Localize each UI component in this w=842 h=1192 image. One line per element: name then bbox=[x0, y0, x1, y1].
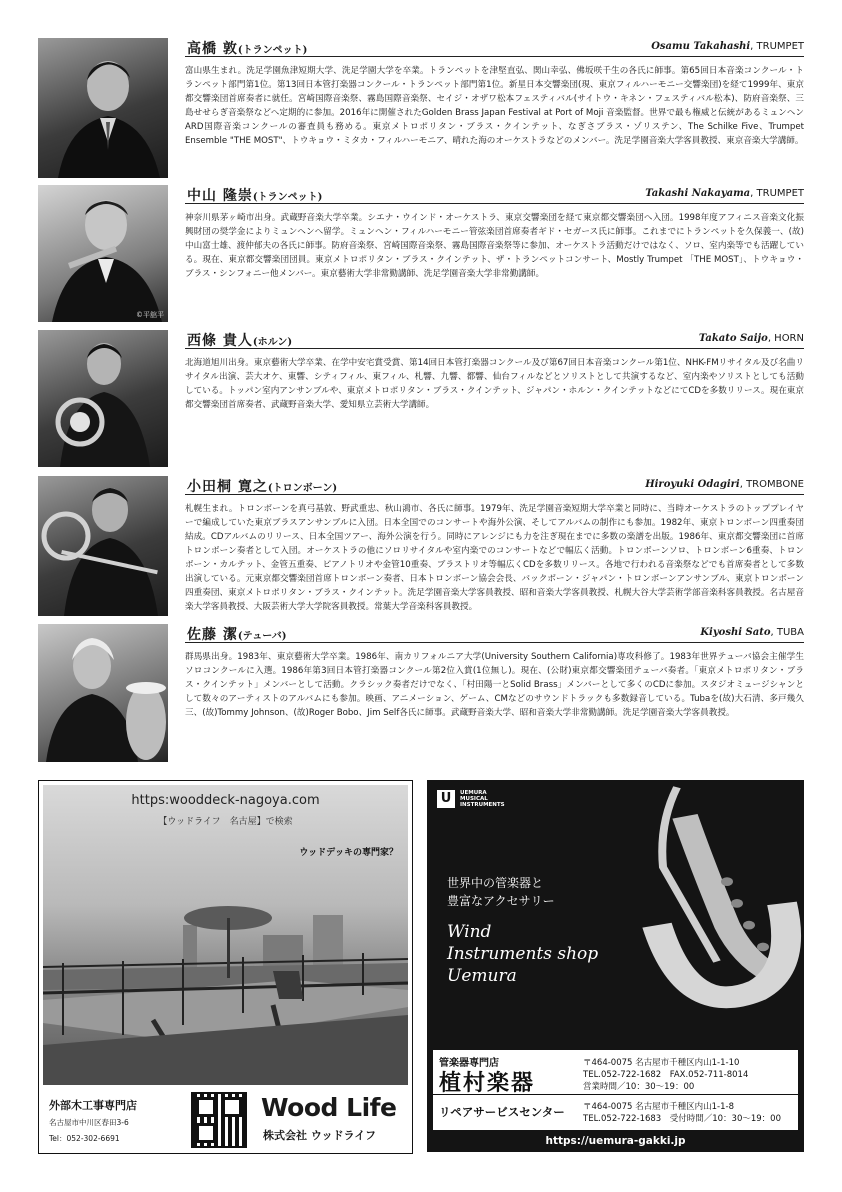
bio-text: 札幌生まれ。トロンボーンを真弓基敦、野武重忠、秋山鴻市、各氏に師事。1979年、洗足学園音楽短期大学卒業と同時に、当時オーケストラのトッププレイヤーで編成していた東京ブラスアンサンブルに入団。日本全国でのコンサートや海外公演、そしてアルバムの制作にも参加。1982年、東京トロンボーン四重奏団結成。CDアルバムのリリース、日本全国ツアー、海外公演を行う。同時にアレンジにも力を注ぎ現在までに多数の楽譜を出版。1986年、東京都交響楽団に首席トロンボーン奏者として入団。オーケストラの他にソロリサイタルや室内楽でのコンサートなどで幅広く活動。トロンボーンソロ、トロンボーン6重奏、トロンボーン・カルテット、金管五重奏、ピアノトリオや金管10重奏、ブラストリオ等幅広くCDを多数リリース。各地で行われる音楽祭などでも首席奏者として多数出演している。元東京都交響楽団首席トロンボーン奏者、日本トロンボーン協会会長、バックボーン・ジャパン・トロンボーンアンサンブル、東京トロンボーン四重奏団、東京メトロポリタン・ブラス・クインテット。洗足学園音楽大学客員教授、昭和音楽大学客員教授、札幌大谷大学芸術学部音楽科客員教授。名古屋音楽大学客員教授、大阪芸術大学大学院客員教授。常葉大学音楽科客員教授。 bbox=[185, 504, 804, 612]
bio-text: 富山県生まれ。洗足学園魚津短期大学、洗足学園大学を卒業。トランペットを津堅直弘、関山幸弘、佛坂咲千生の各氏に師事。第65回日本音楽コンクール・トランペット部門第1位。第13回日本管打楽器コンクール・トランペット部門第1位。新星日本交響楽団(現、東京フィルハーモニー交響楽団)を経て1999年、東京都交響楽団首席奏者に就任。宮崎国際音楽祭、霧島国際音楽祭、セイジ・オザワ松本フェスティバル(サイトウ・キネン・フェスティバル松本)、防府音楽祭、三島せせらぎ音楽祭などへ定期的に参加。2016年に開催されたGolden Brass Japan Festival at Port of Moji 音楽監督。世界で最も権威と伝統があるミュンヘンARD国際音楽コンクールの審査員も務める。東京メトロポリタン・ブラス・クインテット、なぎさブラス・ゾリステン、The Schilke Five、Trumpet Ensemble "THE MOST"、トウキョウ・ミタカ・フィルハーモニア、晴れた海のオーケストラなどのメンバー。洗足学園音楽大学客員教授、東京音楽大学講師。 bbox=[185, 66, 804, 146]
ad-wood-company: 株式会社 ウッドライフ bbox=[263, 1129, 376, 1142]
photo-credit: ©平舘平 bbox=[136, 311, 164, 319]
portrait-photo bbox=[38, 38, 168, 178]
uemura-copy-2: 豊富なアクセサリー bbox=[447, 894, 555, 908]
name-row bbox=[185, 330, 804, 349]
uemura-hours-1: 営業時間／10：30〜19：00 bbox=[583, 1082, 695, 1092]
en-name: Takato Saijo, HORN bbox=[698, 333, 804, 344]
ad-wood-photo bbox=[43, 785, 408, 1085]
ad-wood-shop-type: 外部木工事専門店 bbox=[49, 1099, 137, 1112]
uemura-en-3: Uemura bbox=[447, 966, 517, 986]
portrait-photo bbox=[38, 624, 168, 762]
ad-wood-url[interactable]: https:wooddeck-nagoya.com bbox=[131, 793, 320, 808]
ad-wood-footer bbox=[39, 1089, 412, 1153]
saxophone-illustration bbox=[427, 780, 804, 1050]
ad-wood-catch: ウッドデッキの専門家？ bbox=[299, 848, 398, 858]
en-instrument: , TRUMPET bbox=[750, 188, 804, 199]
ad-uemura[interactable] bbox=[427, 780, 804, 1152]
jp-instrument: (テューバ) bbox=[237, 631, 287, 642]
name-row bbox=[185, 476, 804, 495]
en-instrument: , TRUMPET bbox=[750, 41, 804, 52]
en-name: Takashi Nakayama, TRUMPET bbox=[645, 188, 804, 199]
name-row bbox=[185, 624, 804, 643]
jp-instrument: (トロンボーン) bbox=[267, 483, 338, 494]
name-row bbox=[185, 38, 804, 57]
jp-name: 西條 貴人(ホルン) bbox=[187, 333, 293, 349]
en-instrument: , TUBA bbox=[770, 627, 804, 638]
uemura-shop-panel bbox=[433, 1050, 798, 1130]
portrait-photo bbox=[38, 330, 168, 467]
en-name: Hiroyuki Odagiri, TROMBONE bbox=[645, 479, 804, 490]
en-name: Kiyoshi Sato, TUBA bbox=[700, 627, 804, 638]
profile-odagiri bbox=[38, 476, 804, 616]
jp-name: 高橋 敦(トランペット) bbox=[187, 41, 308, 57]
ad-wood-life[interactable] bbox=[38, 780, 413, 1154]
jp-name: 小田桐 寛之(トロンボーン) bbox=[187, 479, 338, 495]
en-instrument: , TROMBONE bbox=[739, 479, 804, 490]
bio-text: 神奈川県茅ヶ崎市出身。武蔵野音楽大学卒業。シエナ・ウインド・オーケストラ、東京交響楽団を経て東京都交響楽団へ入団。1998年度アフィニス音楽文化振興財団の奨学金によりミュンヘンへ留学。ミュンヘン・フィルハーモニー管弦楽団首席奏者ギド・セガース氏に師事。これまでにトランペットを久保義一、(故)中山富士雄、渡仲郁夫の各氏に師事。防府音楽祭、宮崎国際音楽祭、霧島国際音楽祭等に参加、オーケストラ活動だけではなく、ソロ、室内楽等でも活躍している。現在、東京都交響楽団団員。東京メトロポリタン・ブラス・クインテット、ザ・トランペットコンサート、Mostly Trumpet 「THE MOST」、トウキョウ・ブラス・シンフォニー他メンバー。東京藝術大学非常勤講師、洗足学園音楽大学非常勤講師。 bbox=[185, 213, 804, 279]
profile-takahashi bbox=[38, 38, 804, 178]
en-instrument: , HORN bbox=[767, 333, 804, 344]
uemura-address-1: 〒464-0075 名古屋市千種区内山1-1-10 bbox=[583, 1058, 740, 1068]
jp-instrument: (トランペット) bbox=[252, 192, 323, 203]
en-name: Osamu Takahashi, TRUMPET bbox=[651, 41, 804, 52]
bio-text: 北海道旭川出身。東京藝術大学卒業、在学中安宅賞受賞、第14回日本管打楽器コンクール及び第67回日本音楽コンクール第1位、NHK-FMリサイタル及び名曲リサイタル出演、芸大オケ、東響、シティフィル、東フィル、札響、九響、都響、仙台フィルなどとソリストとして共演するなど、室内楽やソリストとしても活動している。トッパン室内アンサンブルや、東京メトロポリタン・ブラス・クインテット、ジャパン・ホルン・クインテットなどにてCDを多数リリース。現在東京都交響楽団首席奏者、武蔵野音楽大学、愛知県立芸術大学講師。 bbox=[185, 358, 804, 410]
qr-code-icon[interactable] bbox=[191, 1092, 247, 1148]
profile-saijo bbox=[38, 330, 804, 467]
uemura-url[interactable]: https://uemura-gakki.jp bbox=[545, 1135, 686, 1147]
uemura-logo-mark-icon: U bbox=[437, 790, 455, 808]
portrait-photo bbox=[38, 185, 168, 322]
jp-name: 中山 隆崇(トランペット) bbox=[187, 188, 323, 204]
ad-wood-address: 名古屋市中川区春田3-6 bbox=[49, 1118, 129, 1127]
uemura-repair-label: リペアサービスセンター bbox=[439, 1105, 565, 1119]
profile-nakayama bbox=[38, 185, 804, 322]
uemura-address-2: 〒464-0075 名古屋市千種区内山1-1-8 bbox=[583, 1102, 734, 1112]
jp-name: 佐藤 潔(テューバ) bbox=[187, 627, 287, 643]
bio-text: 群馬県出身。1983年、東京藝術大学卒業。1986年、南カリフォルニア大学(University Southern California)専攻科修了。1983年世界テューバ協会主催学生ソロコンクールに入選。1986年第3回日本管打楽器コンクール第2位入賞(1位無し)。現在、(公財)東京都交響楽団テューバ奏者。「東京メトロポリタン・ブラス・クインテット」メンバーとして活動。クラシック奏者だけでなく、「村田陽一とSolid Brass」メンバーとして多くのCDに参加。スタジオミュージシャンとして数々のアーティストのアルバムにも参加。映画、アニメーション、ゲーム、CMなどのサウンドトラックも多数録音している。Tubaを(故)大石清、多戸幾久三、(故)Tommy Johnson、(故)Roger Bobo、Jim Self各氏に師事。武蔵野音楽大学、昭和音楽大学非常勤講師。洗足学園音楽大学客員教授。 bbox=[185, 652, 804, 718]
name-row bbox=[185, 185, 804, 204]
jp-instrument: (トランペット) bbox=[237, 45, 308, 56]
portrait-photo bbox=[38, 476, 168, 616]
uemura-tel-2: TEL.052-722-1683 受付時間／10：30〜19：00 bbox=[583, 1114, 781, 1124]
jp-instrument: (ホルン) bbox=[252, 337, 293, 348]
ad-wood-tel: Tel：052-302-6691 bbox=[49, 1134, 120, 1143]
uemura-en-1: Wind bbox=[447, 922, 492, 942]
uemura-copy-1: 世界中の管楽器と bbox=[447, 876, 544, 890]
uemura-shop-label: 管楽器専門店 bbox=[439, 1058, 499, 1069]
uemura-shop-name: 植村楽器 bbox=[439, 1071, 536, 1096]
profile-sato bbox=[38, 624, 804, 762]
uemura-en-2: Instruments shop bbox=[447, 944, 599, 964]
uemura-logo: U UEMURA MUSICAL INSTRUMENTS bbox=[437, 790, 505, 808]
ad-wood-search: 【ウッドライフ 名古屋】で検索 bbox=[158, 817, 293, 827]
wood-life-logo: Wood Life bbox=[261, 1093, 397, 1122]
uemura-tel-1: TEL.052-722-1682 FAX.052-711-8014 bbox=[583, 1070, 749, 1080]
